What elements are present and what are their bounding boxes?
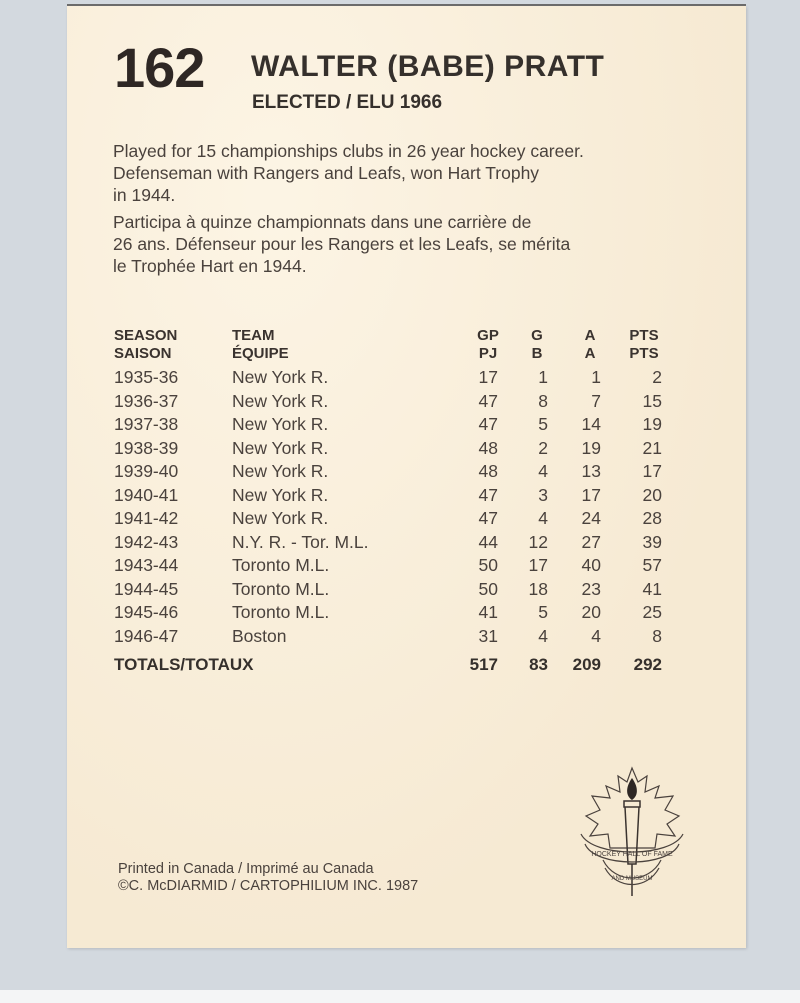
trading-card-back	[67, 6, 746, 948]
bottom-strip	[0, 990, 800, 1003]
stats-row	[112, 461, 672, 485]
svg-text:HOCKEY HALL OF FAME: HOCKEY HALL OF FAME	[591, 851, 673, 858]
cell-gp: 47	[478, 508, 498, 528]
cell-season: 1943-44	[114, 555, 179, 575]
cell-season: 1940-41	[114, 484, 179, 505]
header-pts: PTS PTS	[629, 327, 659, 362]
cell-pts: 28	[642, 508, 662, 528]
cell-a: 40	[581, 555, 601, 575]
cell-g: 18	[528, 578, 548, 599]
footer-credits	[118, 861, 418, 895]
svg-text:AND MUSEUM: AND MUSEUM	[611, 876, 653, 882]
copyright-text: ©C. McDIARMID / CARTOPHILIUM INC. 1987	[118, 878, 419, 894]
header-team: TEAM ÉQUIPE	[232, 327, 289, 362]
cell-gp: 50	[478, 555, 498, 575]
cell-season: 1935-36	[114, 367, 179, 387]
stats-row	[112, 367, 672, 391]
cell-season: 1938-39	[114, 437, 179, 458]
stats-header-row	[112, 327, 672, 367]
totals-label: TOTALS/TOTAUX	[114, 655, 254, 674]
cell-season: 1945-46	[114, 602, 179, 622]
cell-g: 17	[528, 555, 548, 575]
cell-a: 19	[581, 437, 601, 458]
cell-g: 2	[538, 437, 548, 458]
stats-row	[112, 438, 672, 462]
totals-gp: 517	[469, 655, 498, 674]
cell-team: Boston	[232, 625, 287, 646]
stats-row	[112, 391, 672, 415]
cell-gp: 47	[478, 390, 498, 411]
cell-a: 4	[591, 625, 601, 646]
cell-team: N.Y. R. - Tor. M.L.	[232, 531, 369, 552]
cell-g: 4	[538, 461, 548, 481]
bio-line: 26 ans. Défenseur pour les Rangers et les Leafs, se mérita	[113, 234, 571, 254]
bio-line: Participa à quinze championnats dans une carrière de	[113, 212, 532, 232]
cell-pts: 39	[642, 531, 662, 552]
cell-pts: 19	[642, 414, 662, 434]
stats-row	[112, 508, 672, 532]
cell-a: 14	[581, 414, 601, 434]
bio-line: le Trophée Hart en 1944.	[113, 256, 307, 276]
cell-season: 1942-43	[114, 531, 179, 552]
cell-gp: 17	[478, 367, 498, 387]
stats-row	[112, 602, 672, 626]
bio-line: Defenseman with Rangers and Leafs, won Hart Trophy	[113, 163, 540, 183]
hockey-hall-of-fame-logo-icon	[575, 764, 690, 904]
header-g: G B	[531, 327, 543, 362]
bio-line: Played for 15 championships clubs in 26 year hockey career.	[113, 141, 584, 161]
cell-gp: 31	[478, 625, 498, 646]
stats-table	[112, 327, 672, 679]
cell-g: 12	[528, 531, 548, 552]
cell-pts: 15	[642, 390, 662, 411]
cell-g: 1	[538, 367, 548, 387]
header-gp: GP PJ	[477, 327, 499, 362]
totals-pts: 292	[633, 655, 662, 674]
cell-team: Toronto M.L.	[232, 602, 330, 622]
totals-a: 209	[572, 655, 601, 674]
cell-a: 1	[591, 367, 601, 387]
cell-pts: 41	[642, 578, 662, 599]
cell-g: 5	[538, 414, 548, 434]
stats-row	[112, 485, 672, 509]
cell-a: 17	[581, 484, 601, 505]
cell-a: 24	[581, 508, 601, 528]
cell-pts: 2	[652, 367, 662, 387]
elected-year: ELECTED / ELU 1966	[252, 92, 443, 113]
cell-pts: 25	[642, 602, 662, 622]
cell-season: 1936-37	[114, 390, 179, 411]
cell-team: New York R.	[232, 461, 329, 481]
stats-row	[112, 532, 672, 556]
cell-pts: 57	[642, 555, 662, 575]
bio-line: in 1944.	[113, 185, 176, 205]
cell-gp: 47	[478, 484, 498, 505]
header-a: A A	[584, 327, 596, 362]
bio-french	[113, 211, 753, 277]
stats-row	[112, 579, 672, 603]
card-number: 162	[114, 36, 205, 99]
cell-gp: 48	[478, 437, 498, 458]
cell-season: 1944-45	[114, 578, 179, 599]
cell-a: 13	[581, 461, 601, 481]
cell-g: 8	[538, 390, 548, 411]
cell-pts: 20	[642, 484, 662, 505]
cell-g: 3	[538, 484, 548, 505]
printed-in-text: Printed in Canada / Imprimé au Canada	[118, 861, 374, 877]
cell-a: 20	[581, 602, 601, 622]
cell-gp: 48	[478, 461, 498, 481]
cell-gp: 41	[478, 602, 498, 622]
header-season: SEASON SAISON	[114, 327, 178, 362]
cell-season: 1946-47	[114, 625, 179, 646]
cell-a: 23	[581, 578, 601, 599]
stats-row	[112, 626, 672, 650]
cell-a: 7	[591, 390, 601, 411]
cell-team: Toronto M.L.	[232, 555, 330, 575]
cell-season: 1937-38	[114, 414, 179, 434]
totals-row	[112, 655, 672, 679]
totals-g: 83	[529, 655, 548, 674]
stats-row	[112, 414, 672, 438]
cell-team: New York R.	[232, 367, 329, 387]
cell-gp: 47	[478, 414, 498, 434]
cell-gp: 50	[478, 578, 498, 599]
cell-team: New York R.	[232, 390, 329, 411]
cell-team: New York R.	[232, 414, 329, 434]
cell-pts: 21	[642, 437, 662, 458]
cell-g: 4	[538, 508, 548, 528]
stats-row	[112, 555, 672, 579]
cell-g: 4	[538, 625, 548, 646]
cell-team: Toronto M.L.	[232, 578, 330, 599]
cell-team: New York R.	[232, 437, 329, 458]
cell-team: New York R.	[232, 484, 329, 505]
player-name: WALTER (BABE) PRATT	[251, 50, 605, 83]
cell-gp: 44	[478, 531, 498, 552]
cell-g: 5	[538, 602, 548, 622]
cell-pts: 8	[652, 625, 662, 646]
cell-pts: 17	[642, 461, 662, 481]
cell-season: 1939-40	[114, 461, 179, 481]
bio-english	[113, 140, 753, 206]
cell-team: New York R.	[232, 508, 329, 528]
cell-a: 27	[581, 531, 601, 552]
cell-season: 1941-42	[114, 508, 179, 528]
